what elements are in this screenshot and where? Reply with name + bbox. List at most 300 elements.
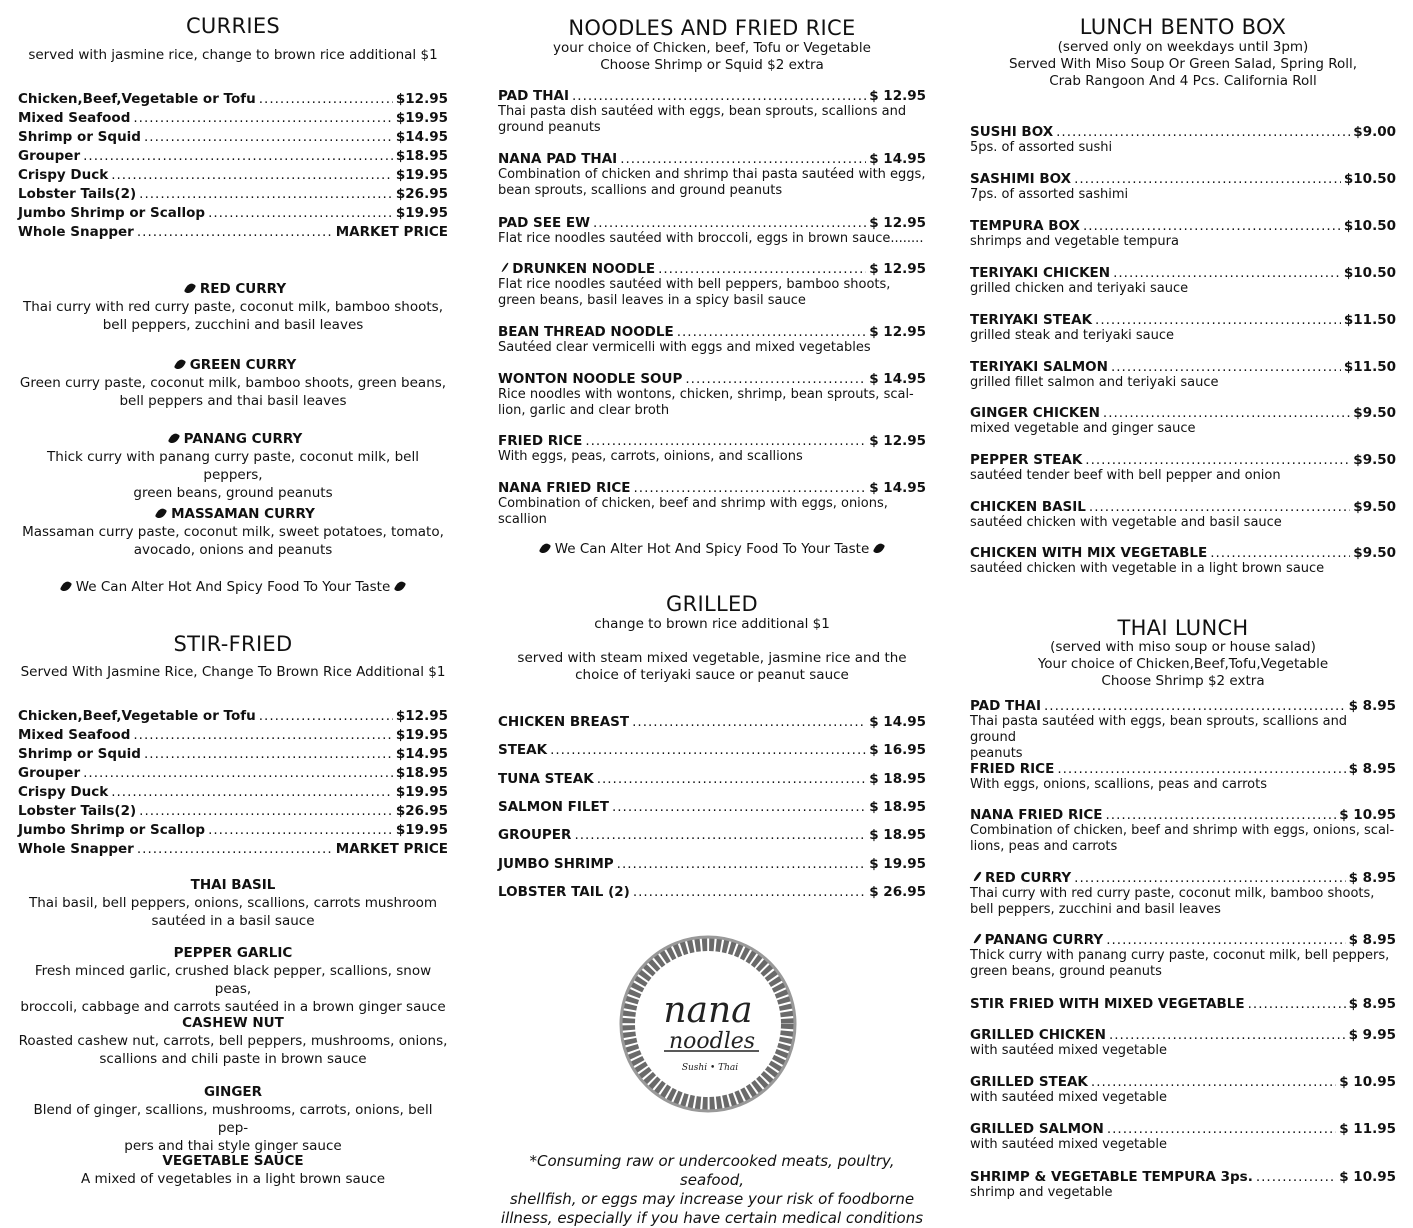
price-row [498,799,926,815]
style-name: GINGER [203,1084,263,1100]
item-name: SALMON FILET [498,798,609,815]
price-row [498,827,926,843]
dot-leader [1083,218,1341,234]
item-name: CHICKEN BREAST [498,714,630,730]
item-row [970,312,1396,328]
dot-leader [111,784,393,800]
dot-leader [83,765,393,781]
dot-leader [133,727,393,743]
item-desc-line: Thai pasta dish sautéed with eggs, bean sprouts, scallions and [498,104,907,119]
item-row [970,171,1396,187]
dot-leader [1248,996,1346,1012]
style-desc-line: green beans, ground peanuts [133,485,333,501]
item-desc-line: bell peppers, zucchini and basil leaves [970,902,1221,917]
dot-leader [1074,171,1341,187]
menu-item [970,807,1396,855]
item-name: GROUPER [498,827,572,844]
style-desc-line: A mixed of vegetables in a light brown sauce [80,1171,386,1187]
price-row [18,148,448,164]
price-row [498,714,926,730]
chili-pepper-icon [155,507,167,521]
item-price: $ 12.95 [869,215,926,231]
menu-item [498,261,926,309]
style-title [18,430,448,448]
item-row [970,218,1396,234]
style-name: THAI BASIL [190,877,276,893]
item-price: $ 19.95 [869,855,926,872]
price-row [18,110,448,126]
menu-style [18,1014,448,1068]
item-price: $ 12.95 [869,88,926,104]
chili-pepper-icon [394,580,406,594]
price-row [498,884,926,900]
item-price: $ 18.95 [869,770,926,787]
price-row [18,167,448,183]
item-name: NANA PAD THAI [498,151,618,167]
style-desc-line: bell peppers and thai basil leaves [119,393,347,409]
thai-lunch-title: THAI LUNCH [1117,616,1249,640]
item-desc-line: with sautéed mixed vegetable [970,1137,1167,1152]
menu-item [970,1169,1396,1201]
dot-leader [550,742,866,758]
item-price: $ 8.95 [1348,932,1396,948]
style-title [18,356,448,374]
style-desc-line: scallions and chili paste in brown sauce [99,1051,367,1067]
menu-style [18,430,448,502]
item-price: $19.95 [395,822,448,838]
item-row [970,405,1396,421]
menu-item [498,88,926,136]
item-desc-line: Flat rice noodles sautéed with bell peppers, bamboo shoots, [498,277,891,292]
item-desc-line: Rice noodles with wontons, chicken, shrimp, bean sprouts, scal- [498,387,914,402]
dot-leader [133,110,393,126]
item-row [970,1074,1396,1090]
item-desc-line: Thick curry with panang curry paste, coconut milk, bell peppers, [970,948,1390,963]
item-desc-line: Combination of chicken, beef and shrimp with eggs, onions, scallion [498,496,888,527]
item-name: Shrimp or Squid [18,746,141,762]
menu-style [18,280,448,334]
menu-item [970,870,1396,918]
style-title [18,505,448,523]
item-desc-line: 7ps. of assorted sashimi [970,187,1129,202]
item-price: $ 10.95 [1339,807,1396,823]
item-name: NANA FRIED RICE [498,480,631,496]
menu-item [498,371,926,419]
item-desc-line: sautéed chicken with vegetable in a light brown sauce [970,561,1325,576]
item-desc-line: with sautéed mixed vegetable [970,1090,1167,1105]
item-price: $19.95 [395,110,448,126]
item-price: $18.95 [395,148,448,164]
item-price: $ 8.95 [1348,761,1396,777]
menu-item [970,359,1396,391]
dot-leader [111,167,393,183]
dot-leader [139,186,393,202]
style-name: GREEN CURRY [189,357,297,373]
item-row [970,265,1396,281]
item-desc-line: shrimp and vegetable [970,1185,1113,1200]
price-row [18,784,448,800]
item-row [970,996,1396,1012]
dot-leader [597,771,867,787]
item-name: JUMBO SHRIMP [498,855,614,872]
price-row [18,803,448,819]
style-desc-line: pers and thai style ginger sauce [124,1138,342,1154]
menu-item [970,1027,1396,1059]
dot-leader [139,803,393,819]
chili-pepper-icon [873,542,885,556]
menu-item [970,265,1396,297]
menu-item [970,405,1396,437]
item-price: $12.95 [395,708,448,724]
item-price: MARKET PRICE [335,224,448,240]
item-name: TERIYAKI STEAK [970,312,1093,328]
menu-item [970,452,1396,484]
menu-style [18,505,448,559]
item-price: $ 12.95 [869,324,926,340]
item-desc-line: Thai curry with red curry paste, coconut milk, bamboo shoots, [970,886,1375,901]
dot-leader [1057,761,1345,777]
dot-leader [1106,932,1345,948]
dot-leader [574,827,866,843]
food-safety-disclaimer: *Consuming raw or undercooked meats, poultry, seafood, shellfish, or eggs may increase your risk of foodborne illness, especially if you have certain medical conditions [500,1152,924,1227]
item-name: SASHIMI BOX [970,171,1072,187]
style-desc-line: Blend of ginger, scallions, mushrooms, carrots, onions, bell pep- [33,1102,433,1136]
item-row [970,932,1396,948]
dot-leader [1109,1027,1346,1043]
item-name: FRIED RICE [970,761,1055,777]
style-desc-line: Thai curry with red curry paste, coconut milk, bamboo shoots, [23,299,443,315]
item-desc-line: green beans, ground peanuts [970,964,1162,979]
menu-item [970,996,1396,1012]
item-price: $ 10.95 [1339,1074,1396,1090]
item-price: $ 10.95 [1339,1169,1396,1185]
item-name: Chicken,Beef,Vegetable or Tofu [18,91,256,107]
dot-leader [617,856,867,872]
item-price: $10.50 [1343,265,1396,281]
menu-item [970,499,1396,531]
style-title [18,1083,448,1101]
chili-pepper-icon [973,871,981,882]
item-name: Mixed Seafood [18,727,131,743]
item-name: GRILLED SALMON [970,1121,1104,1137]
item-price: $10.50 [1343,218,1396,234]
item-row [970,870,1396,886]
item-price: $19.95 [395,727,448,743]
item-row [498,324,926,340]
item-price: $26.95 [395,803,448,819]
dot-leader [658,261,866,277]
menu-item [970,218,1396,250]
item-desc-line: bean sprouts, scallions and ground peanuts [498,183,783,198]
grilled-title: GRILLED [666,592,758,616]
price-row [18,841,448,857]
item-name: Mixed Seafood [18,110,131,126]
item-price: MARKET PRICE [335,841,448,857]
item-price: $ 11.95 [1339,1121,1396,1137]
style-desc-line: sautéed in a basil sauce [151,913,315,929]
item-name: TERIYAKI SALMON [970,359,1108,375]
price-row [18,205,448,221]
price-row [18,224,448,240]
item-name: CHICKEN WITH MIX VEGETABLE [970,545,1208,561]
item-row [498,433,926,449]
item-price: $ 12.95 [869,261,926,277]
item-name: TUNA STEAK [498,770,594,787]
dot-leader [1106,807,1337,823]
menu-item [498,480,926,528]
item-name: SUSHI BOX [970,124,1054,140]
dot-leader [620,151,866,167]
item-price: $9.50 [1353,499,1396,515]
item-desc-line: grilled fillet salmon and teriyaki sauce [970,375,1219,390]
item-name: TEMPURA BOX [970,218,1080,234]
item-name: GRILLED STEAK [970,1074,1088,1090]
item-price: $9.50 [1353,405,1396,421]
style-desc-line: broccoli, cabbage and carrots sautéed in a brown ginger sauce [20,999,446,1015]
item-desc-line: grilled chicken and teriyaki sauce [970,281,1189,296]
item-desc-line: Combination of chicken, beef and shrimp with eggs, onions, scal- [970,823,1395,838]
item-name: PAD THAI [970,698,1041,714]
item-name: GINGER CHICKEN [970,405,1100,421]
style-desc-line: Fresh minced garlic, crushed black pepper, scallions, snow peas, [34,963,432,997]
price-row [18,727,448,743]
dot-leader [1056,124,1350,140]
item-row [498,151,926,167]
style-desc-line: avocado, onions and peanuts [133,542,333,558]
dot-leader [1089,499,1350,515]
dot-leader [677,324,866,340]
menu-item [970,124,1396,156]
item-name: TERIYAKI CHICKEN [970,265,1111,281]
item-name: PAD THAI [498,88,569,104]
item-desc-line: green beans, basil leaves in a spicy basil sauce [498,293,806,308]
item-price: $9.50 [1353,545,1396,561]
item-row [970,1121,1396,1137]
style-desc-line: Massaman curry paste, coconut milk, sweet potatoes, tomato, [22,524,444,540]
dot-leader [685,371,866,387]
dot-leader [208,822,393,838]
menu-item [970,312,1396,344]
thai-lunch-subtitle: (served with miso soup or house salad) Your choice of Chicken,Beef,Tofu,Vegetable Choose Shrimp $2 extra [1037,639,1329,689]
style-desc-line: bell peppers, zucchini and basil leaves [102,317,364,333]
menu-item [970,1121,1396,1153]
dot-leader [1044,698,1346,714]
menu-style [18,1152,448,1188]
grilled-note: change to brown rice additional $1 [594,616,830,632]
style-name: VEGETABLE SAUCE [162,1153,304,1169]
style-name: PEPPER GARLIC [173,945,293,961]
dot-leader [1103,405,1350,421]
item-price: $ 12.95 [869,433,926,449]
item-price: $11.50 [1343,359,1396,375]
menu-style [18,876,448,930]
item-name: Grouper [18,765,81,781]
item-row [498,261,926,277]
item-name: Shrimp or Squid [18,129,141,145]
dot-leader [585,433,866,449]
price-row [18,746,448,762]
item-row [970,1027,1396,1043]
item-desc-line: peanuts [970,746,1023,761]
style-desc-line: Green curry paste, coconut milk, bamboo shoots, green beans, [19,375,447,391]
price-row [18,765,448,781]
dot-leader [259,708,393,724]
item-name: STIR FRIED WITH MIXED VEGETABLE [970,996,1245,1012]
item-name: PEPPER STEAK [970,452,1083,468]
dot-leader [634,480,867,496]
item-name: STEAK [498,742,548,759]
price-row [498,742,926,758]
item-row [970,698,1396,714]
item-name: Lobster Tails(2) [18,803,137,819]
item-row [498,88,926,104]
item-name: FRIED RICE [498,433,583,449]
menu-item [970,698,1396,762]
chili-pepper-icon [973,933,981,944]
curries-title: CURRIES [185,14,281,38]
menu-item [498,215,926,247]
item-price: $18.95 [395,765,448,781]
dot-leader [137,224,333,240]
dot-leader [572,88,866,104]
item-row [498,480,926,496]
bento-title: LUNCH BENTO BOX [1079,15,1287,39]
dot-leader [144,746,393,762]
item-desc-line: Sautéed clear vermicelli with eggs and mixed vegetables [498,340,871,355]
menu-item [970,545,1396,577]
item-row [970,761,1396,777]
price-row [18,186,448,202]
item-price: $26.95 [395,186,448,202]
style-name: RED CURRY [199,281,287,297]
stir-fried-title: STIR-FRIED [173,632,293,656]
price-row [18,708,448,724]
item-desc-line: shrimps and vegetable tempura [970,234,1179,249]
item-name: Jumbo Shrimp or Scallop [18,205,206,221]
item-desc-line: lions, peas and carrots [970,839,1118,854]
item-name: Crispy Duck [18,784,109,800]
noodles-spicy-note: We Can Alter Hot And Spicy Food To Your Taste [498,541,926,557]
item-price: $14.95 [395,746,448,762]
style-title [18,1152,448,1170]
item-price: $ 8.95 [1348,698,1396,714]
item-price: $9.00 [1353,124,1396,140]
item-name: Whole Snapper [18,224,134,240]
item-row [498,215,926,231]
item-name: DRUNKEN NOODLE [512,261,656,277]
item-name: Crispy Duck [18,167,109,183]
style-title [18,944,448,962]
dot-leader [259,91,393,107]
item-name: LOBSTER TAIL (2) [498,883,630,900]
item-row [970,499,1396,515]
item-price: $9.50 [1353,452,1396,468]
item-desc-line: mixed vegetable and ginger sauce [970,421,1196,436]
item-desc-line: ground peanuts [498,120,601,135]
menu-style [18,356,448,410]
style-name: MASSAMAN CURRY [171,506,315,522]
item-price: $19.95 [395,167,448,183]
dot-leader [1091,1074,1336,1090]
curries-spicy-note: We Can Alter Hot And Spicy Food To Your Taste [18,579,448,595]
item-price: $11.50 [1343,312,1396,328]
logo-line-1: nana [663,990,753,1031]
item-name: GRILLED CHICKEN [970,1027,1106,1043]
item-name: Lobster Tails(2) [18,186,137,202]
item-name: CHICKEN BASIL [970,499,1086,515]
noodles-subtitle: your choice of Chicken, beef, Tofu or Vegetable Choose Shrimp or Squid $2 extra [553,40,871,73]
item-price: $10.50 [1343,171,1396,187]
style-title [18,280,448,298]
dot-leader [1210,545,1350,561]
item-desc-line: Combination of chicken and shrimp thai pasta sautéed with eggs, [498,167,926,182]
menu-item [970,171,1396,203]
item-price: $ 9.95 [1348,1027,1396,1043]
item-name: NANA FRIED RICE [970,807,1103,823]
item-desc-line: Flat rice noodles sautéed with broccoli, eggs in brown sauce........ [498,231,924,246]
item-row [970,807,1396,823]
item-price: $19.95 [395,205,448,221]
style-title [18,876,448,894]
price-row [498,771,926,787]
chili-pepper-icon [60,580,72,594]
item-price: $ 8.95 [1348,996,1396,1012]
style-name: CASHEW NUT [182,1015,284,1031]
stir-fried-note: Served With Jasmine Rice, Change To Brown Rice Additional $1 [20,664,446,680]
price-row [18,91,448,107]
item-row [970,124,1396,140]
item-name: Whole Snapper [18,841,134,857]
dot-leader [83,148,393,164]
item-desc-line: 5ps. of assorted sushi [970,140,1113,155]
menu-style [18,1083,448,1155]
chili-pepper-icon [539,542,551,556]
dot-leader [1085,452,1350,468]
nana-noodles-logo [614,930,802,1118]
item-price: $12.95 [395,91,448,107]
item-name: RED CURRY [984,870,1072,886]
menu-item [970,761,1396,793]
price-row [18,822,448,838]
item-name: Jumbo Shrimp or Scallop [18,822,206,838]
item-row [970,452,1396,468]
dot-leader [1113,265,1341,281]
item-name: Grouper [18,148,81,164]
chili-pepper-icon [173,358,185,372]
menu-item [498,151,926,199]
chili-pepper-icon [167,432,179,446]
chili-pepper-icon [501,262,508,273]
item-name: BEAN THREAD NOODLE [498,324,674,340]
logo-line-2: noodles [668,1029,756,1054]
item-name: SHRIMP & VEGETABLE TEMPURA 3ps. [970,1169,1253,1185]
item-row [498,371,926,387]
item-price: $ 16.95 [869,742,926,759]
item-price: $ 8.95 [1348,870,1396,886]
item-desc-line: With eggs, onions, scallions, peas and carrots [970,777,1268,792]
item-price: $ 14.95 [869,371,926,387]
dot-leader [1111,359,1341,375]
item-desc-line: lion, garlic and clear broth [498,403,670,418]
item-price: $ 14.95 [869,151,926,167]
item-desc-line: sautéed tender beef with bell pepper and onion [970,468,1281,483]
logo-line-3: Sushi • Thai [681,1063,739,1073]
item-desc-line: Thai pasta sautéed with eggs, bean sprouts, scallions and ground [970,714,1348,745]
menu-style [18,944,448,1016]
item-price: $ 14.95 [869,480,926,496]
price-row [18,129,448,145]
dot-leader [208,205,393,221]
